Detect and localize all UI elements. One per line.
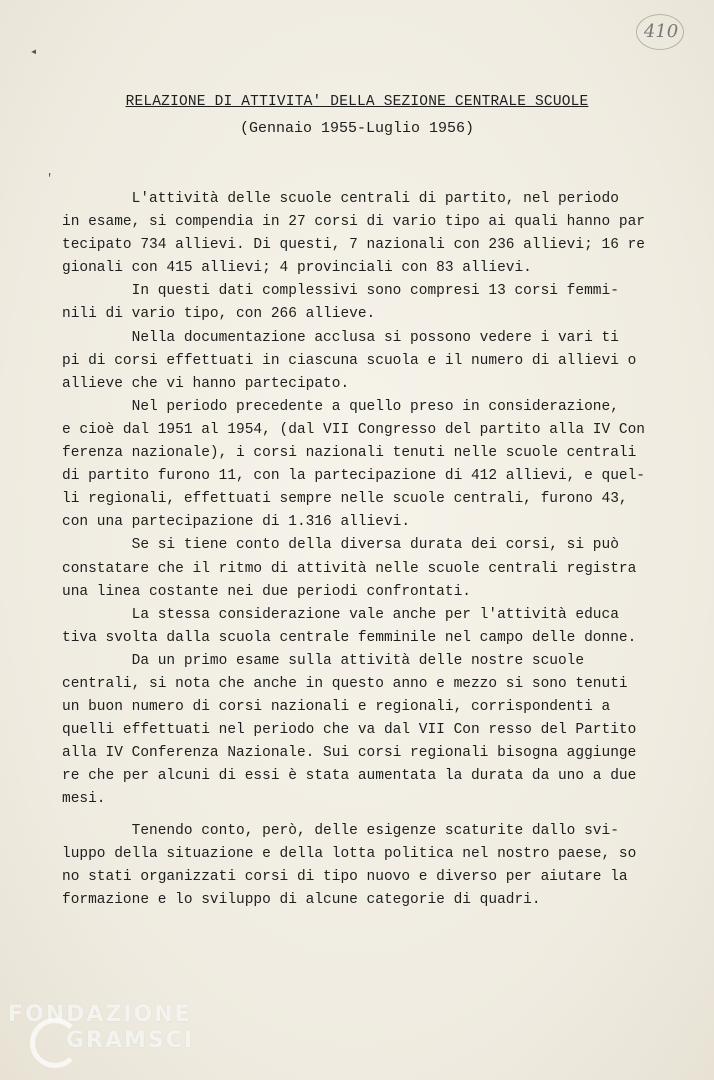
text-line: no stati organizzati corsi di tipo nuovo e diverso per aiutare la xyxy=(62,868,628,885)
text-line: Nel periodo precedente a quello preso in considerazione, xyxy=(62,398,619,415)
text-line: Nella documentazione acclusa si possono vedere i vari ti xyxy=(62,329,619,346)
text-line: mesi. xyxy=(62,791,106,808)
text-line: L'attività delle scuole centrali di partito, nel periodo xyxy=(62,191,619,207)
text-line: in esame, si compendia in 27 corsi di vario tipo ai quali hanno par xyxy=(62,214,645,231)
text-line: gionali con 415 allievi; 4 provinciali con 83 allievi. xyxy=(62,260,532,277)
text-line: tecipato 734 allievi. Di questi, 7 nazionali con 236 allievi; 16 re xyxy=(62,237,645,254)
text-line: nili di vario tipo, con 266 allieve. xyxy=(62,306,376,323)
paragraph xyxy=(62,820,682,912)
text-line: tiva svolta dalla scuola centrale femminile nel campo delle donne. xyxy=(62,629,637,646)
stamp-ring xyxy=(636,14,684,50)
paragraph xyxy=(62,396,682,535)
text-line: Tenendo conto, però, delle esigenze scaturite dallo svi- xyxy=(62,822,619,839)
text-line: di partito furono 11, con la partecipazione di 412 allievi, e quel- xyxy=(62,468,645,485)
document-subtitle: (Gennaio 1955-Luglio 1956) xyxy=(239,120,475,137)
text-line: pi di corsi effettuati in ciascuna scuola e il numero di allievi o xyxy=(62,352,637,369)
text-line: Da un primo esame sulla attività delle nostre scuole xyxy=(62,652,585,669)
text-line: allieve che vi hanno partecipato. xyxy=(62,375,350,392)
paragraph xyxy=(62,188,682,280)
text-line: li regionali, effettuati sempre nelle scuole centrali, furono 43, xyxy=(62,491,628,508)
text-line: ferenza nazionale), i corsi nazionali tenuti nelle scuole centrali xyxy=(62,445,637,462)
watermark-text: FONDAZIONE xyxy=(8,1002,192,1027)
paragraph xyxy=(62,534,682,603)
text-line: quelli effettuati nel periodo che va dal VII Con resso del Partito xyxy=(62,722,637,739)
paragraph xyxy=(62,280,682,326)
text-line: Se si tiene conto della diversa durata dei corsi, si può xyxy=(62,537,619,554)
text-line: un buon numero di corsi nazionali e regionali, corrispondenti a xyxy=(62,699,611,716)
text-line: centrali, si nota che anche in questo anno e mezzo si sono tenuti xyxy=(62,675,628,692)
text-line: luppo della situazione e della lotta politica nel nostro paese, so xyxy=(62,845,637,862)
paragraph xyxy=(62,604,682,650)
text-line: con una partecipazione di 1.316 allievi. xyxy=(62,514,411,531)
text-line: re che per alcuni di essi è stata aumentata la durata da uno a due xyxy=(62,768,637,785)
paragraph xyxy=(62,327,682,396)
document-title: RELAZIONE DI ATTIVITA' DELLA SEZIONE CENTRALE SCUOLE xyxy=(125,94,589,110)
text-line: In questi dati complessivi sono compresi 13 corsi femmi- xyxy=(62,283,619,300)
text-line: una linea costante nei due periodi confrontati. xyxy=(62,583,471,600)
page-number-stamp xyxy=(636,14,686,50)
paragraph xyxy=(62,650,682,812)
page-number: 410 xyxy=(643,21,679,42)
ink-mark: ◂ xyxy=(30,45,38,59)
text-line: constatare che il ritmo di attività nelle scuole centrali registra xyxy=(62,560,637,577)
text-line: La stessa considerazione vale anche per l'attività educa xyxy=(62,606,619,623)
text-line: alla IV Conferenza Nazionale. Sui corsi regionali bisogna aggiunge xyxy=(62,745,637,762)
ink-mark: ' xyxy=(46,172,54,186)
document-body xyxy=(62,188,682,912)
text-line: e cioè dal 1951 al 1954, (dal VII Congresso del partito alla IV Con xyxy=(62,421,645,438)
text-line: formazione e lo sviluppo di alcune categorie di quadri. xyxy=(62,891,541,908)
watermark-text-2: GRAMSCI xyxy=(66,1028,195,1053)
